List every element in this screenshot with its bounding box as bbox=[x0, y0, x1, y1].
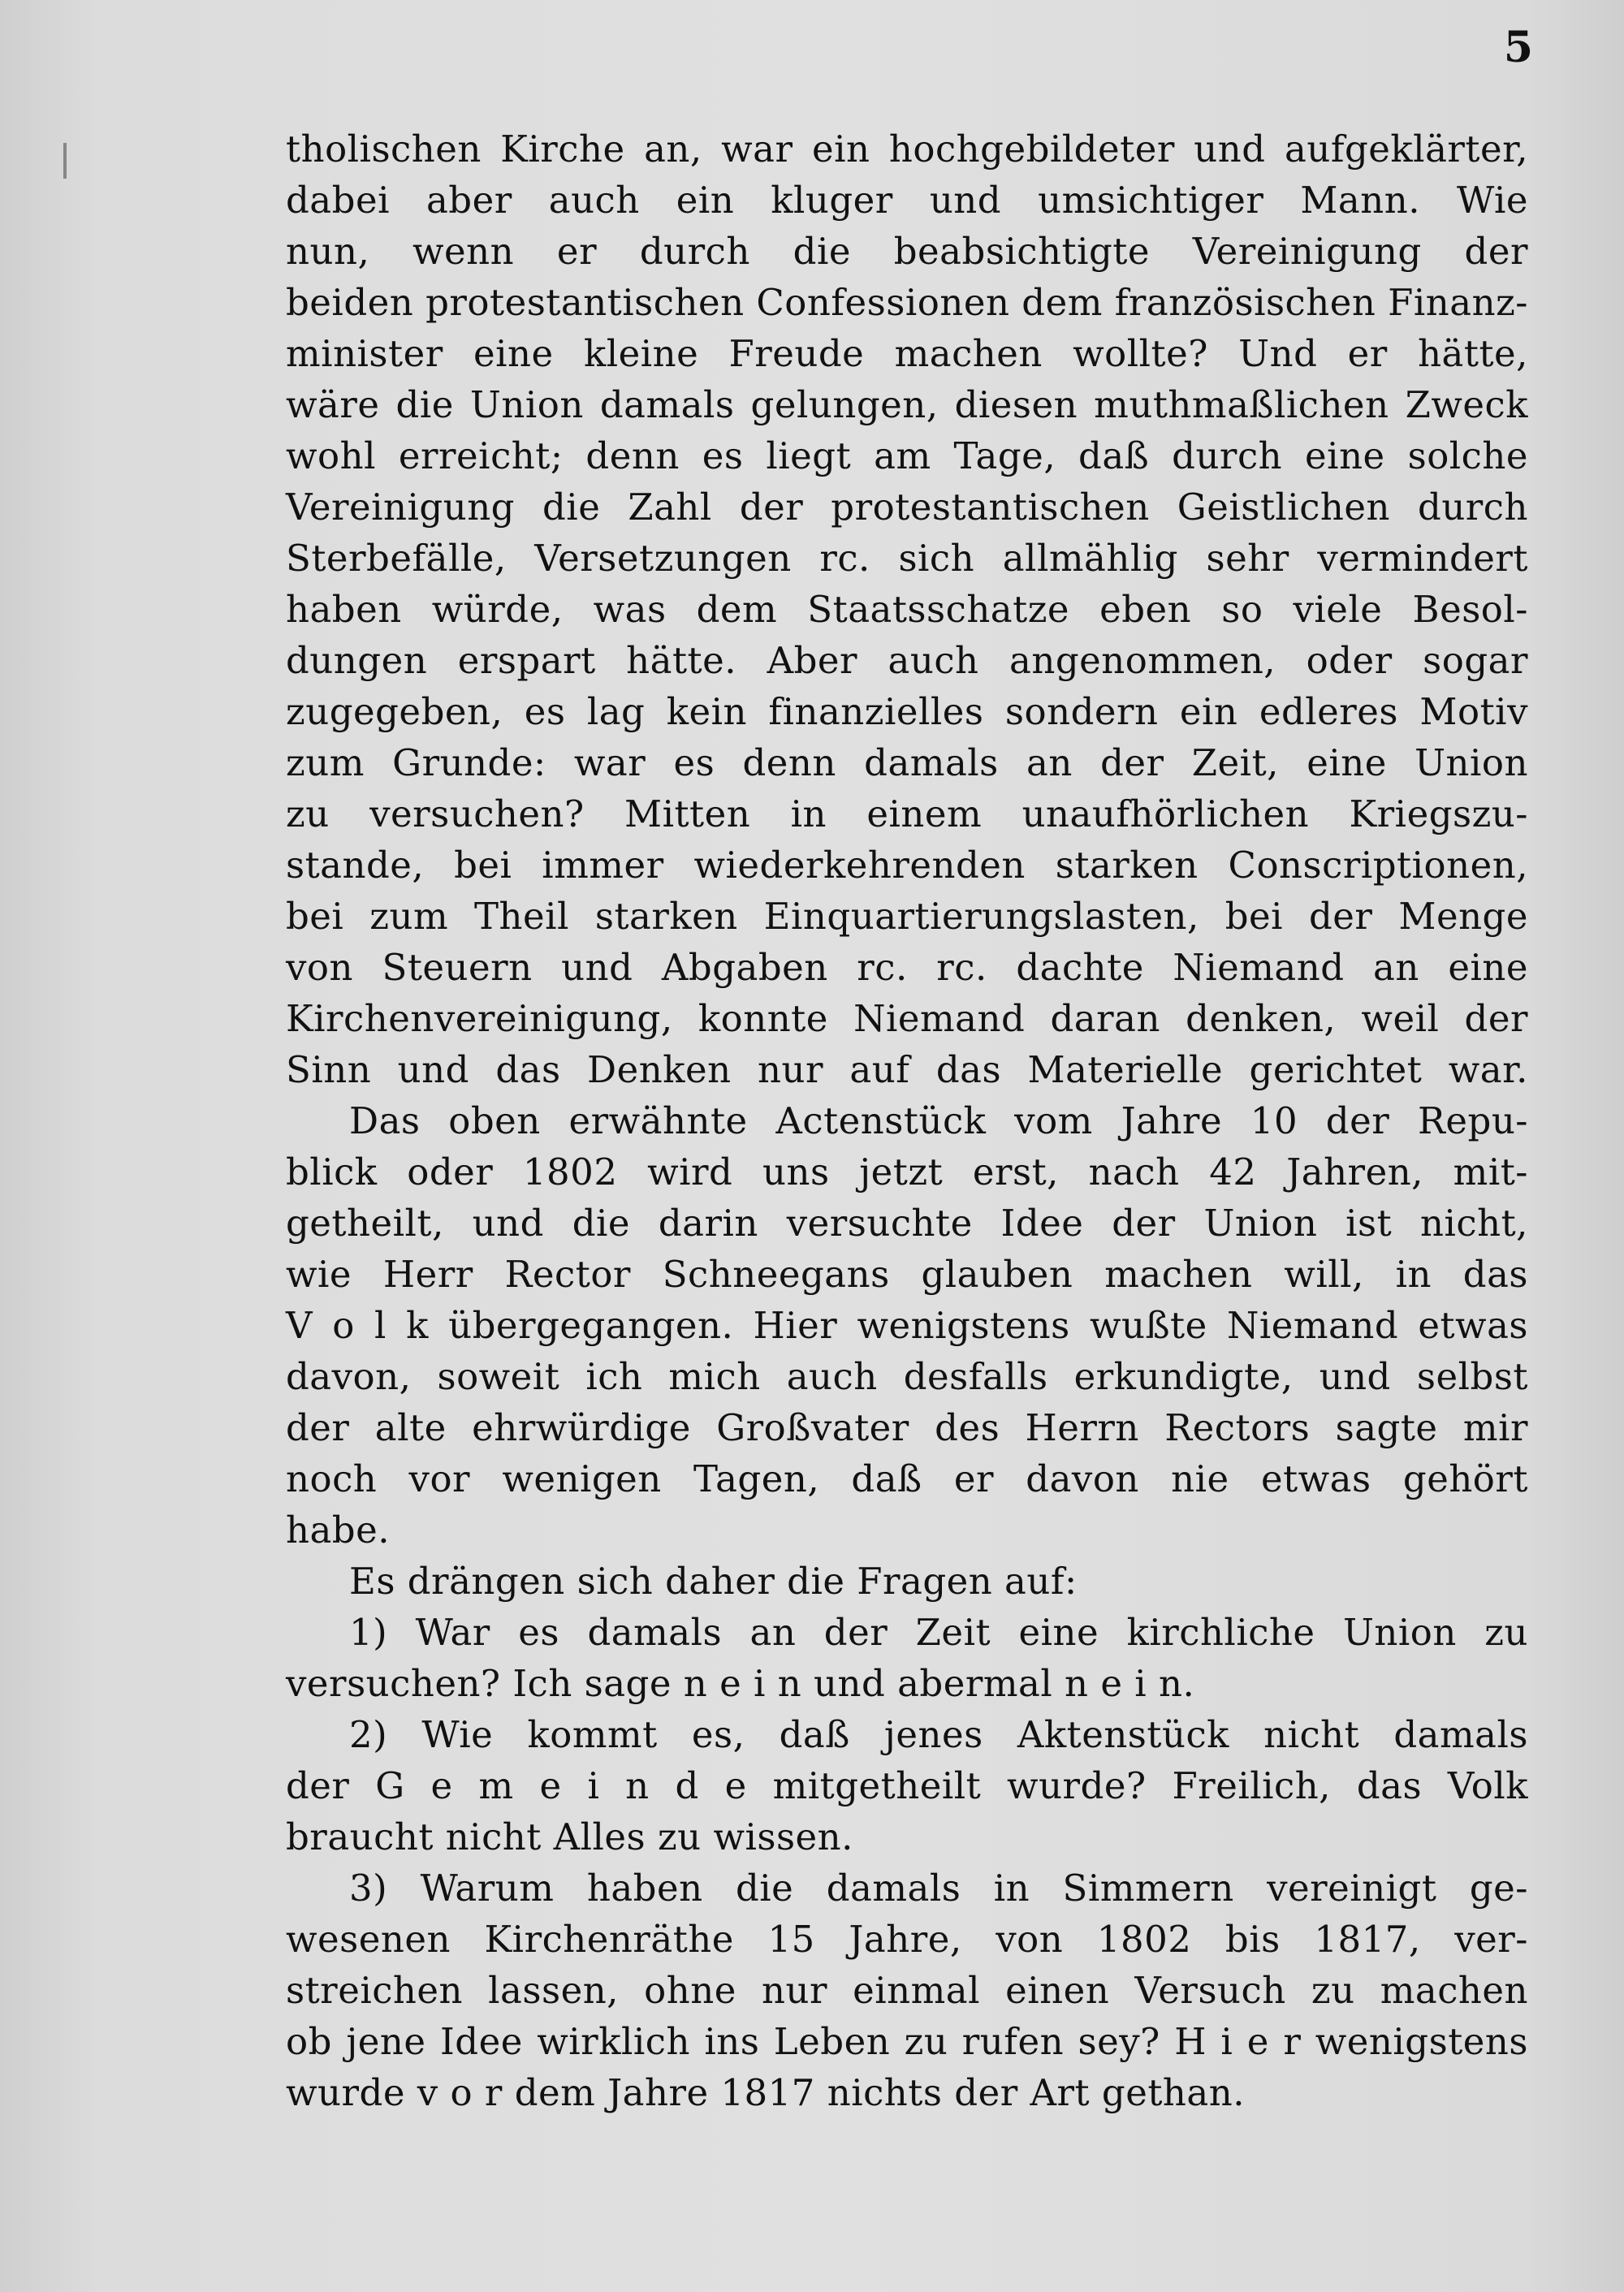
page-number: 5 bbox=[1503, 23, 1533, 72]
text-line: stande, bei immer wiederkehrenden starken Conscriptionen, bbox=[286, 844, 1528, 887]
text-line: zu versuchen? Mitten in einem unaufhörlichen Kriegszu- bbox=[286, 792, 1528, 835]
text-line: zugegeben, es lag kein finanzielles sondern ein edleres Motiv bbox=[286, 690, 1528, 733]
text-line: Das oben erwähnte Actenstück vom Jahre 10 der Repu- bbox=[349, 1099, 1528, 1142]
text-line: ob jene Idee wirklich ins Leben zu rufen sey? H i e r wenigstens bbox=[286, 2020, 1528, 2063]
text-line: wäre die Union damals gelungen, diesen muthmaßlichen Zweck bbox=[286, 383, 1528, 426]
text-line: braucht nicht Alles zu wissen. bbox=[286, 1815, 853, 1858]
text-line: 2) Wie kommt es, daß jenes Aktenstück nicht damals bbox=[349, 1713, 1528, 1756]
text-line: wesenen Kirchenräthe 15 Jahre, von 1802 bis 1817, ver- bbox=[286, 1918, 1528, 1961]
text-line: getheilt, und die darin versuchte Idee der Union ist nicht, bbox=[286, 1202, 1528, 1245]
body-text bbox=[286, 123, 1528, 2118]
text-line: minister eine kleine Freude machen wollte? Und er hätte, bbox=[286, 332, 1528, 375]
text-line: wie Herr Rector Schneegans glauben machen will, in das bbox=[286, 1253, 1528, 1296]
text-line: nun, wenn er durch die beabsichtigte Vereinigung der bbox=[286, 230, 1528, 273]
text-line: der G e m e i n d e mitgetheilt wurde? Freilich, das Volk bbox=[286, 1764, 1528, 1807]
text-line: dungen erspart hätte. Aber auch angenommen, oder sogar bbox=[286, 639, 1528, 682]
text-line: Sterbefälle, Versetzungen rc. sich allmählig sehr vermindert bbox=[286, 537, 1528, 580]
text-line: Vereinigung die Zahl der protestantischen Geistlichen durch bbox=[286, 486, 1528, 529]
text-line: bei zum Theil starken Einquartierungslasten, bei der Menge bbox=[286, 895, 1528, 938]
text-line: beiden protestantischen Confessionen dem französischen Finanz- bbox=[286, 281, 1528, 324]
text-line: 3) Warum haben die damals in Simmern vereinigt ge- bbox=[349, 1867, 1528, 1910]
text-line: von Steuern und Abgaben rc. rc. dachte Niemand an eine bbox=[286, 946, 1528, 989]
text-line: habe. bbox=[286, 1509, 391, 1552]
text-line: davon, soweit ich mich auch desfalls erkundigte, und selbst bbox=[286, 1355, 1528, 1398]
text-line: V o l k übergegangen. Hier wenigstens wußte Niemand etwas bbox=[286, 1304, 1528, 1347]
text-line: Kirchenvereinigung, konnte Niemand daran denken, weil der bbox=[286, 997, 1528, 1040]
text-line: dabei aber auch ein kluger und umsichtiger Mann. Wie bbox=[286, 179, 1528, 222]
text-line: Sinn und das Denken nur auf das Materielle gerichtet war. bbox=[286, 1048, 1528, 1091]
text-line: streichen lassen, ohne nur einmal einen Versuch zu machen bbox=[286, 1969, 1528, 2012]
text-line: tholischen Kirche an, war ein hochgebildeter und aufgeklärter, bbox=[286, 127, 1528, 170]
text-line: noch vor wenigen Tagen, daß er davon nie etwas gehört bbox=[286, 1457, 1528, 1500]
text-line: Es drängen sich daher die Fragen auf: bbox=[349, 1560, 1078, 1603]
text-line: blick oder 1802 wird uns jetzt erst, nach 42 Jahren, mit- bbox=[286, 1150, 1528, 1193]
margin-mark bbox=[63, 143, 67, 179]
text-line: 1) War es damals an der Zeit eine kirchliche Union zu bbox=[349, 1611, 1528, 1654]
text-line: wurde v o r dem Jahre 1817 nichts der Art gethan. bbox=[286, 2071, 1246, 2114]
text-line: zum Grunde: war es denn damals an der Zeit, eine Union bbox=[286, 741, 1528, 784]
text-line: haben würde, was dem Staatsschatze eben so viele Besol- bbox=[286, 588, 1528, 631]
text-line: versuchen? Ich sage n e i n und abermal n e i n. bbox=[286, 1662, 1195, 1705]
text-line: wohl erreicht; denn es liegt am Tage, daß durch eine solche bbox=[286, 434, 1528, 477]
text-line: der alte ehrwürdige Großvater des Herrn Rectors sagte mir bbox=[286, 1406, 1528, 1449]
